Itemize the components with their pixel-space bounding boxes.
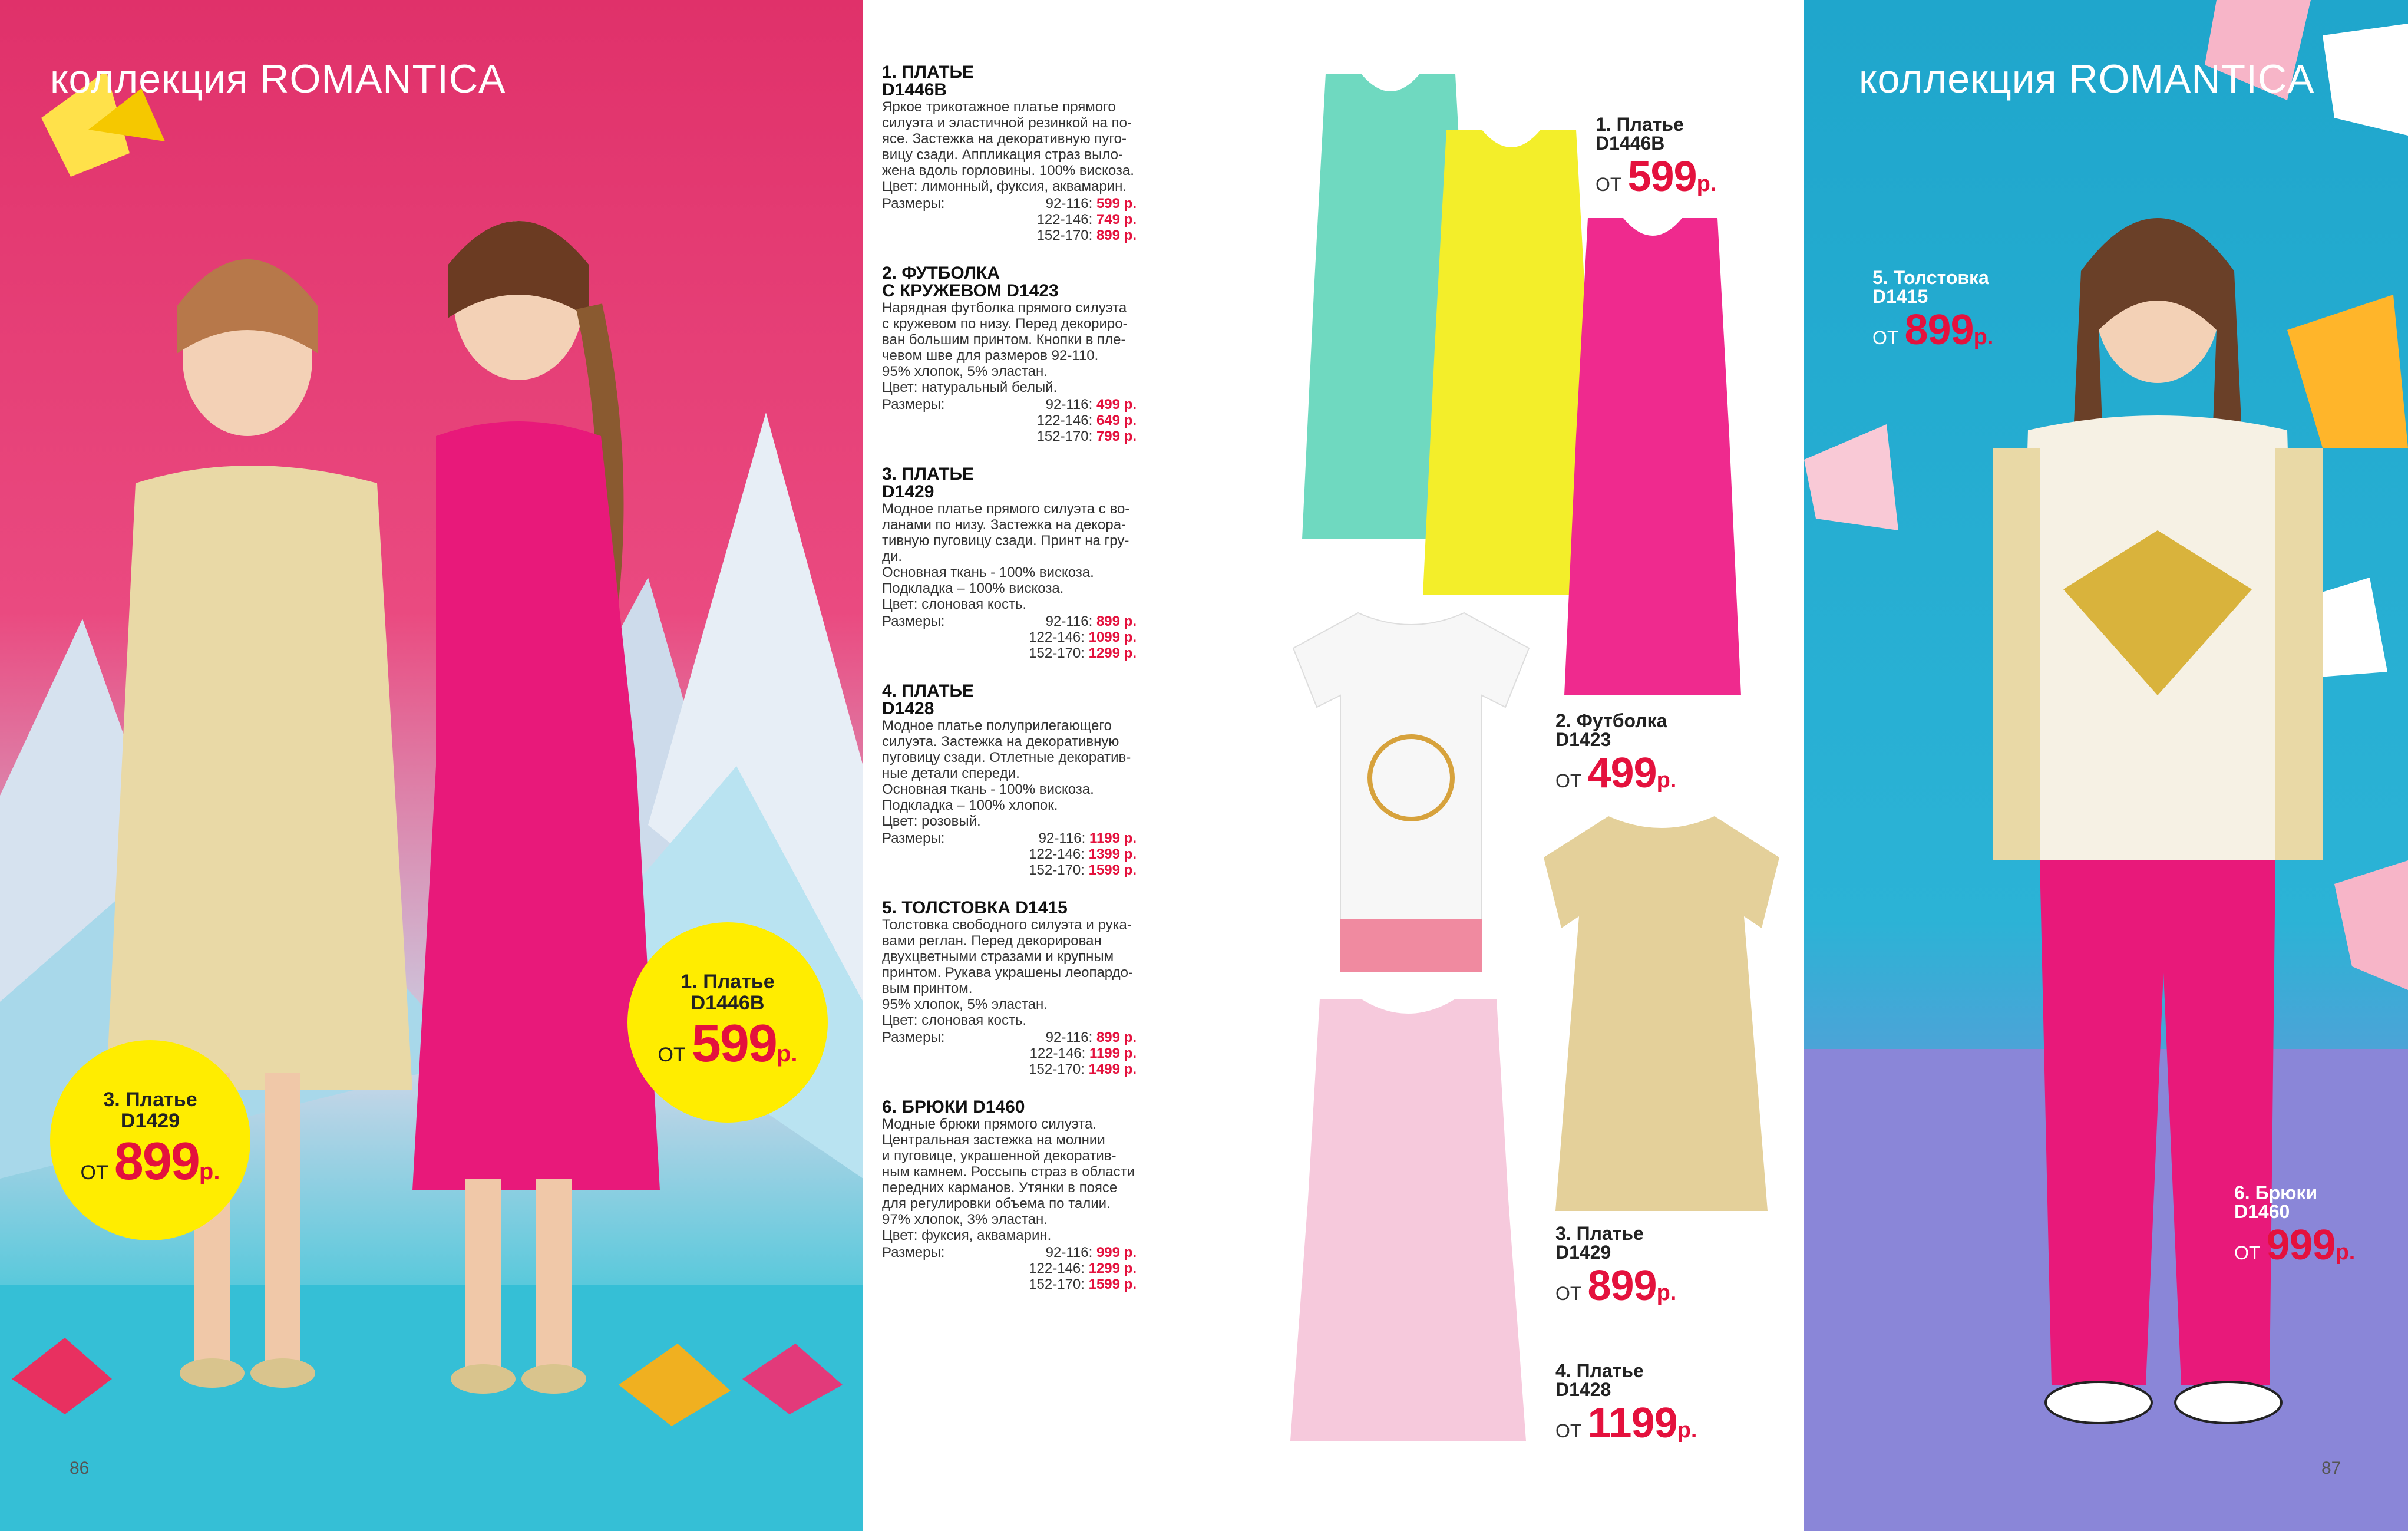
size-row: 152-170: 1599 р. [1029,1276,1137,1292]
product-description: Модное платье полуприлегающего силуэта. Застежка на декоративную пуговицу сзади. Отлетные декоратив- ные детали спереди. Основная ткань - 100% вискоза. Подкладка – 100% хлопок. Цвет: розовый. [882,718,1131,829]
label-tshirt-d1423 [1555,711,1676,797]
label-pants-d1460 [2234,1183,2355,1269]
sizes-label: Размеры: [882,397,945,413]
size-row: 122-146: 749 р. [1036,212,1137,227]
dress-d1428-floral-image [1284,993,1532,1447]
label-from: ОТ [1555,1283,1582,1304]
label-product-name: 3. Платье D1429 [1555,1223,1644,1263]
product-entry [882,466,1141,661]
product-entry [882,64,1141,243]
badge-from-label: ОТ [80,1161,108,1184]
label-from: ОТ [1555,1420,1582,1441]
product-title: 5. ТОЛСТОВКА D1415 [882,898,1068,918]
price-badge-dress-d1429 [50,1040,250,1240]
size-price-table [882,613,1141,661]
label-currency: р. [2335,1240,2356,1265]
size-price-table [882,830,1141,878]
dress-d1429-leopard-image [1532,804,1791,1217]
label-currency: р. [1656,768,1677,793]
size-row: 92-116: 899 р. [1045,613,1137,629]
product-title: 4. ПЛАТЬЕ D1428 [882,681,975,718]
size-row: 92-116: 899 р. [1045,1030,1137,1045]
label-price: 899 [1904,306,1974,354]
label-product-name: 6. Брюки D1460 [2234,1182,2318,1222]
size-row: 122-146: 1399 р. [1029,846,1137,862]
sizes-label: Размеры: [882,613,945,629]
product-title: 2. ФУТБОЛКА С КРУЖЕВОМ D1423 [882,263,1059,301]
price-badge-dress-d1446b [627,922,828,1123]
sizes-label: Размеры: [882,196,945,212]
label-price: 599 [1627,153,1697,200]
product-description: Нарядная футболка прямого силуэта с кружевом по низу. Перед декориро- ван большим принтом. Кнопки в пле- чевом шве для размеров 92-110. 95% хлопок, 5% эластан. Цвет: натуральный белый. [882,300,1128,395]
badge-from-label: ОТ [658,1043,686,1066]
label-from: ОТ [1872,327,1899,348]
sizes-label: Размеры: [882,1245,945,1261]
label-product-name: 1. Платье D1446B [1596,114,1684,154]
label-currency: р. [1696,171,1717,196]
product-description: Толстовка свободного силуэта и рука- вами реглан. Перед декорирован двухцветными стразами и крупным принтом. Рукава украшены леопардо- вым принтом. 95% хлопок, 5% эластан. Цвет: слоновая кость. [882,917,1133,1028]
size-row: 122-146: 649 р. [1036,413,1137,428]
product-title: 1. ПЛАТЬЕ D1446B [882,62,975,100]
label-product-name: 2. Футболка D1423 [1555,710,1667,750]
product-entry [882,1098,1141,1292]
paper-mountains-illustration [0,0,863,1531]
product-title: 6. БРЮКИ D1460 [882,1097,1025,1117]
product-entry [882,682,1141,878]
label-currency: р. [1973,325,1994,349]
label-price: 899 [1587,1262,1657,1309]
badge-product-name: 1. Платье D1446B [681,970,775,1014]
size-row: 122-146: 1199 р. [1029,1045,1137,1061]
badge-product-name: 3. Платье D1429 [103,1088,197,1132]
size-row: 122-146: 1099 р. [1029,629,1137,645]
product-description: Модное платье прямого силуэта с во- ланами по низу. Застежка на декора- тивную пуговицу сзади. Принт на гру- ди. Основная ткань - 100% вискоза. Подкладка – 100% вискоза. Цвет: слоновая кость. [882,501,1130,612]
size-row: 152-170: 899 р. [1036,227,1137,243]
label-dress-d1446b [1596,115,1716,201]
badge-price-value: 899 [114,1131,199,1191]
size-row: 122-146: 1299 р. [1029,1261,1137,1276]
label-from: ОТ [2234,1242,2261,1263]
label-from: ОТ [1596,174,1622,195]
label-dress-d1428 [1555,1361,1697,1447]
sizes-label: Размеры: [882,830,945,846]
size-row: 92-116: 599 р. [1045,196,1137,212]
size-row: 92-116: 499 р. [1045,397,1137,413]
size-row: 92-116: 1199 р. [1038,830,1137,846]
page-number-right: 87 [2321,1459,2341,1478]
size-price-table [882,1030,1141,1077]
dress-d1446b-fuchsia-image [1558,212,1747,707]
product-description: Яркое трикотажное платье прямого силуэта и эластичной резинкой на по- ясе. Застежка на декоративную пуго- вицу сзади. Аппликация страз выло- жена вдоль горловины. 100% вискоза. Цвет: лимонный, фуксия, аквамарин. [882,99,1134,194]
product-descriptions [882,64,1141,1314]
product-title: 3. ПЛАТЬЕ D1429 [882,464,975,501]
label-product-name: 4. Платье D1428 [1555,1360,1644,1400]
label-from: ОТ [1555,770,1582,791]
product-description: Модные брюки прямого силуэта. Центральная застежка на молнии и пуговице, украшенной декоратив- ным камнем. Россыпь страз в области передних карманов. Утянки в поясе для регулировки объема по талии. 97% хлопок, 3% эластан. Цвет: фуксия, аквамарин. [882,1116,1135,1243]
collection-title-right: коллекция ROMANTICA [1859,57,2315,101]
size-row: 152-170: 799 р. [1036,428,1137,444]
size-row: 152-170: 1299 р. [1029,645,1137,661]
label-product-name: 5. Толстовка D1415 [1872,267,1989,307]
product-entry [882,899,1141,1077]
page-number-left: 86 [70,1459,90,1478]
label-sweatshirt-d1415 [1872,268,1993,354]
size-row: 152-170: 1599 р. [1029,862,1137,878]
label-price: 1199 [1587,1400,1677,1447]
size-price-table [882,1245,1141,1292]
label-price: 499 [1587,750,1657,797]
label-currency: р. [1656,1281,1677,1305]
label-currency: р. [1677,1418,1697,1443]
right-photo [1804,0,2408,1531]
badge-price-value: 599 [691,1014,777,1073]
label-dress-d1429 [1555,1224,1676,1310]
left-photo [0,0,863,1531]
size-price-table [882,196,1141,243]
badge-currency: р. [199,1158,220,1184]
size-price-table [882,397,1141,444]
product-entry [882,265,1141,444]
size-row: 152-170: 1499 р. [1029,1061,1137,1077]
collection-title-left: коллекция ROMANTICA [50,57,506,101]
badge-currency: р. [776,1040,798,1067]
size-row: 92-116: 999 р. [1045,1245,1137,1261]
label-price: 999 [2266,1222,2336,1269]
tshirt-d1423-image [1287,601,1535,978]
paper-butterflies-illustration [1804,0,2408,1531]
sizes-label: Размеры: [882,1030,945,1045]
